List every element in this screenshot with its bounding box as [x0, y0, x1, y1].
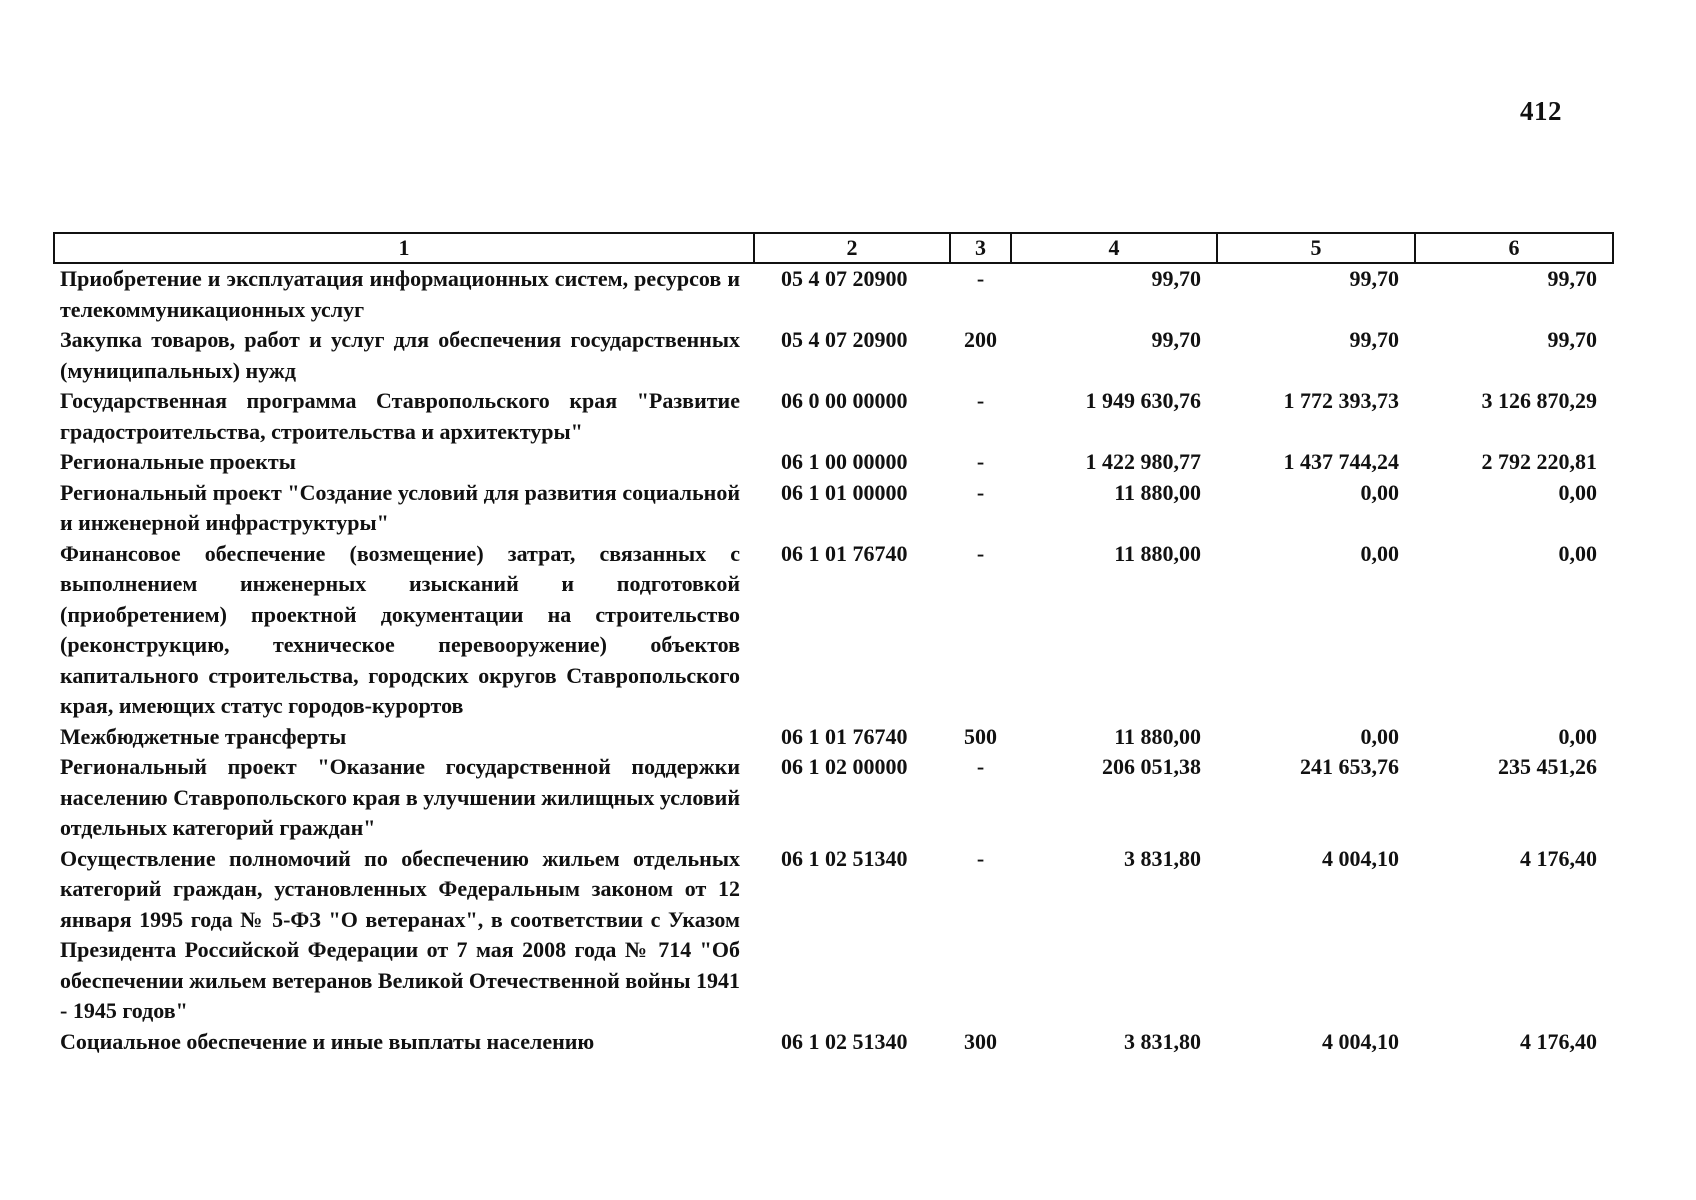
header-cell-2: 2: [754, 233, 950, 263]
table-row: [54, 539, 1613, 722]
row-value-4: 1 422 980,77: [1085, 449, 1201, 474]
table-row: [54, 752, 1613, 844]
row-value-6: 99,70: [1547, 327, 1597, 352]
table-row: [54, 263, 1613, 325]
row-value-6: 4 176,40: [1520, 1028, 1597, 1054]
row-value-5: 0,00: [1360, 479, 1399, 505]
row-type: -: [976, 388, 985, 413]
row-value-6: 3 126 870,29: [1481, 388, 1597, 413]
header-cell-3: 3: [950, 233, 1011, 263]
header-cell-5: 5: [1217, 233, 1415, 263]
table-header: [54, 233, 1613, 263]
row-value-6: 99,70: [1547, 266, 1597, 291]
header-cell-6: 6: [1415, 233, 1613, 263]
row-value-5: 241 653,76: [1300, 754, 1399, 779]
row-value-6: 235 451,26: [1498, 754, 1597, 779]
row-value-5: 99,70: [1349, 266, 1399, 291]
row-code: 06 1 02 51340: [781, 845, 908, 871]
table-row: [54, 722, 1613, 753]
row-code: 06 1 00 00000: [781, 449, 908, 474]
row-value-5: 99,70: [1349, 327, 1399, 352]
row-value-4: 3 831,80: [1124, 845, 1201, 871]
row-value-4: 11 880,00: [1114, 723, 1201, 749]
row-name: Осуществление полномочий по обеспечению жильем отдельных категорий граждан, установленных Федеральным законом от 12 января 1995 года № 5-ФЗ "О ветеранах", в соответствии с Указом Президента Российской Федерации от 7 мая 2008 года № 714 "Об обеспечении жильем ветеранов Великой Отечественной войны 1941 - 1945 годов": [60, 845, 741, 1023]
row-type: -: [976, 754, 985, 779]
row-value-5: 4 004,10: [1322, 1028, 1399, 1054]
row-value-4: 99,70: [1151, 266, 1201, 291]
row-code: 06 1 01 76740: [781, 723, 908, 749]
row-value-5: 0,00: [1360, 723, 1399, 749]
row-type: -: [976, 540, 985, 566]
row-name: Межбюджетные трансферты: [60, 723, 347, 749]
row-code: 06 1 01 00000: [781, 479, 908, 505]
row-code: 06 1 02 51340: [781, 1028, 908, 1054]
row-type: -: [976, 266, 985, 291]
table-row: [54, 844, 1613, 1027]
row-value-4: 11 880,00: [1114, 479, 1201, 505]
row-code: 05 4 07 20900: [781, 266, 908, 291]
row-value-4: 1 949 630,76: [1085, 388, 1201, 413]
row-value-6: 0,00: [1558, 479, 1597, 505]
row-value-6: 0,00: [1558, 723, 1597, 749]
row-value-4: 3 831,80: [1124, 1028, 1201, 1054]
header-cell-1: 1: [54, 233, 754, 263]
row-value-4: 11 880,00: [1114, 540, 1201, 566]
row-value-6: 2 792 220,81: [1481, 449, 1597, 474]
row-type: 200: [964, 327, 997, 352]
table-body: [54, 263, 1613, 1057]
row-value-4: 99,70: [1151, 327, 1201, 352]
row-code: 06 1 01 76740: [781, 540, 908, 566]
row-type: -: [976, 845, 985, 871]
table-row: [54, 478, 1613, 539]
row-value-5: 0,00: [1360, 540, 1399, 566]
row-name: Региональные проекты: [60, 449, 296, 474]
budget-table: [53, 232, 1614, 1057]
table-row: [54, 325, 1613, 386]
row-code: 06 0 00 00000: [781, 388, 908, 413]
row-code: 05 4 07 20900: [781, 327, 908, 352]
row-name: Государственная программа Ставропольского края "Развитие градостроительства, строительства и архитектуры": [60, 388, 740, 444]
table-row: [54, 447, 1613, 478]
row-type: 500: [964, 723, 997, 749]
row-value-6: 0,00: [1558, 540, 1597, 566]
row-value-6: 4 176,40: [1520, 845, 1597, 871]
row-name: Приобретение и эксплуатация информационных систем, ресурсов и телекоммуникационных услуг: [60, 266, 740, 322]
row-value-5: 1 437 744,24: [1283, 449, 1399, 474]
page-number: 412: [1520, 96, 1562, 126]
header-cell-4: 4: [1011, 233, 1217, 263]
row-name: Финансовое обеспечение (возмещение) затрат, связанных с выполнением инженерных изысканий и подготовкой (приобретением) проектной документации на строительство (реконструкцию, техническое перевооружение) объектов капитального строительства, городских округов Ставропольского края, имеющих статус городов-курортов: [60, 540, 740, 718]
header-row: [54, 233, 1613, 263]
row-name: Закупка товаров, работ и услуг для обеспечения государственных (муниципальных) нужд: [60, 327, 740, 383]
row-name: Региональный проект "Оказание государственной поддержки населению Ставропольского края в улучшении жилищных условий отдельных категорий граждан": [60, 754, 740, 840]
table-row: [54, 386, 1613, 447]
row-name: Региональный проект "Создание условий для развития социальной и инженерной инфраструктуры": [60, 479, 740, 535]
row-value-5: 1 772 393,73: [1283, 388, 1399, 413]
row-name: Социальное обеспечение и иные выплаты населению: [60, 1028, 595, 1054]
row-value-4: 206 051,38: [1102, 754, 1201, 779]
row-value-5: 4 004,10: [1322, 845, 1399, 871]
row-code: 06 1 02 00000: [781, 754, 908, 779]
table-row: [54, 1027, 1613, 1058]
row-type: -: [976, 479, 985, 505]
row-type: -: [976, 449, 985, 474]
row-type: 300: [964, 1028, 997, 1054]
